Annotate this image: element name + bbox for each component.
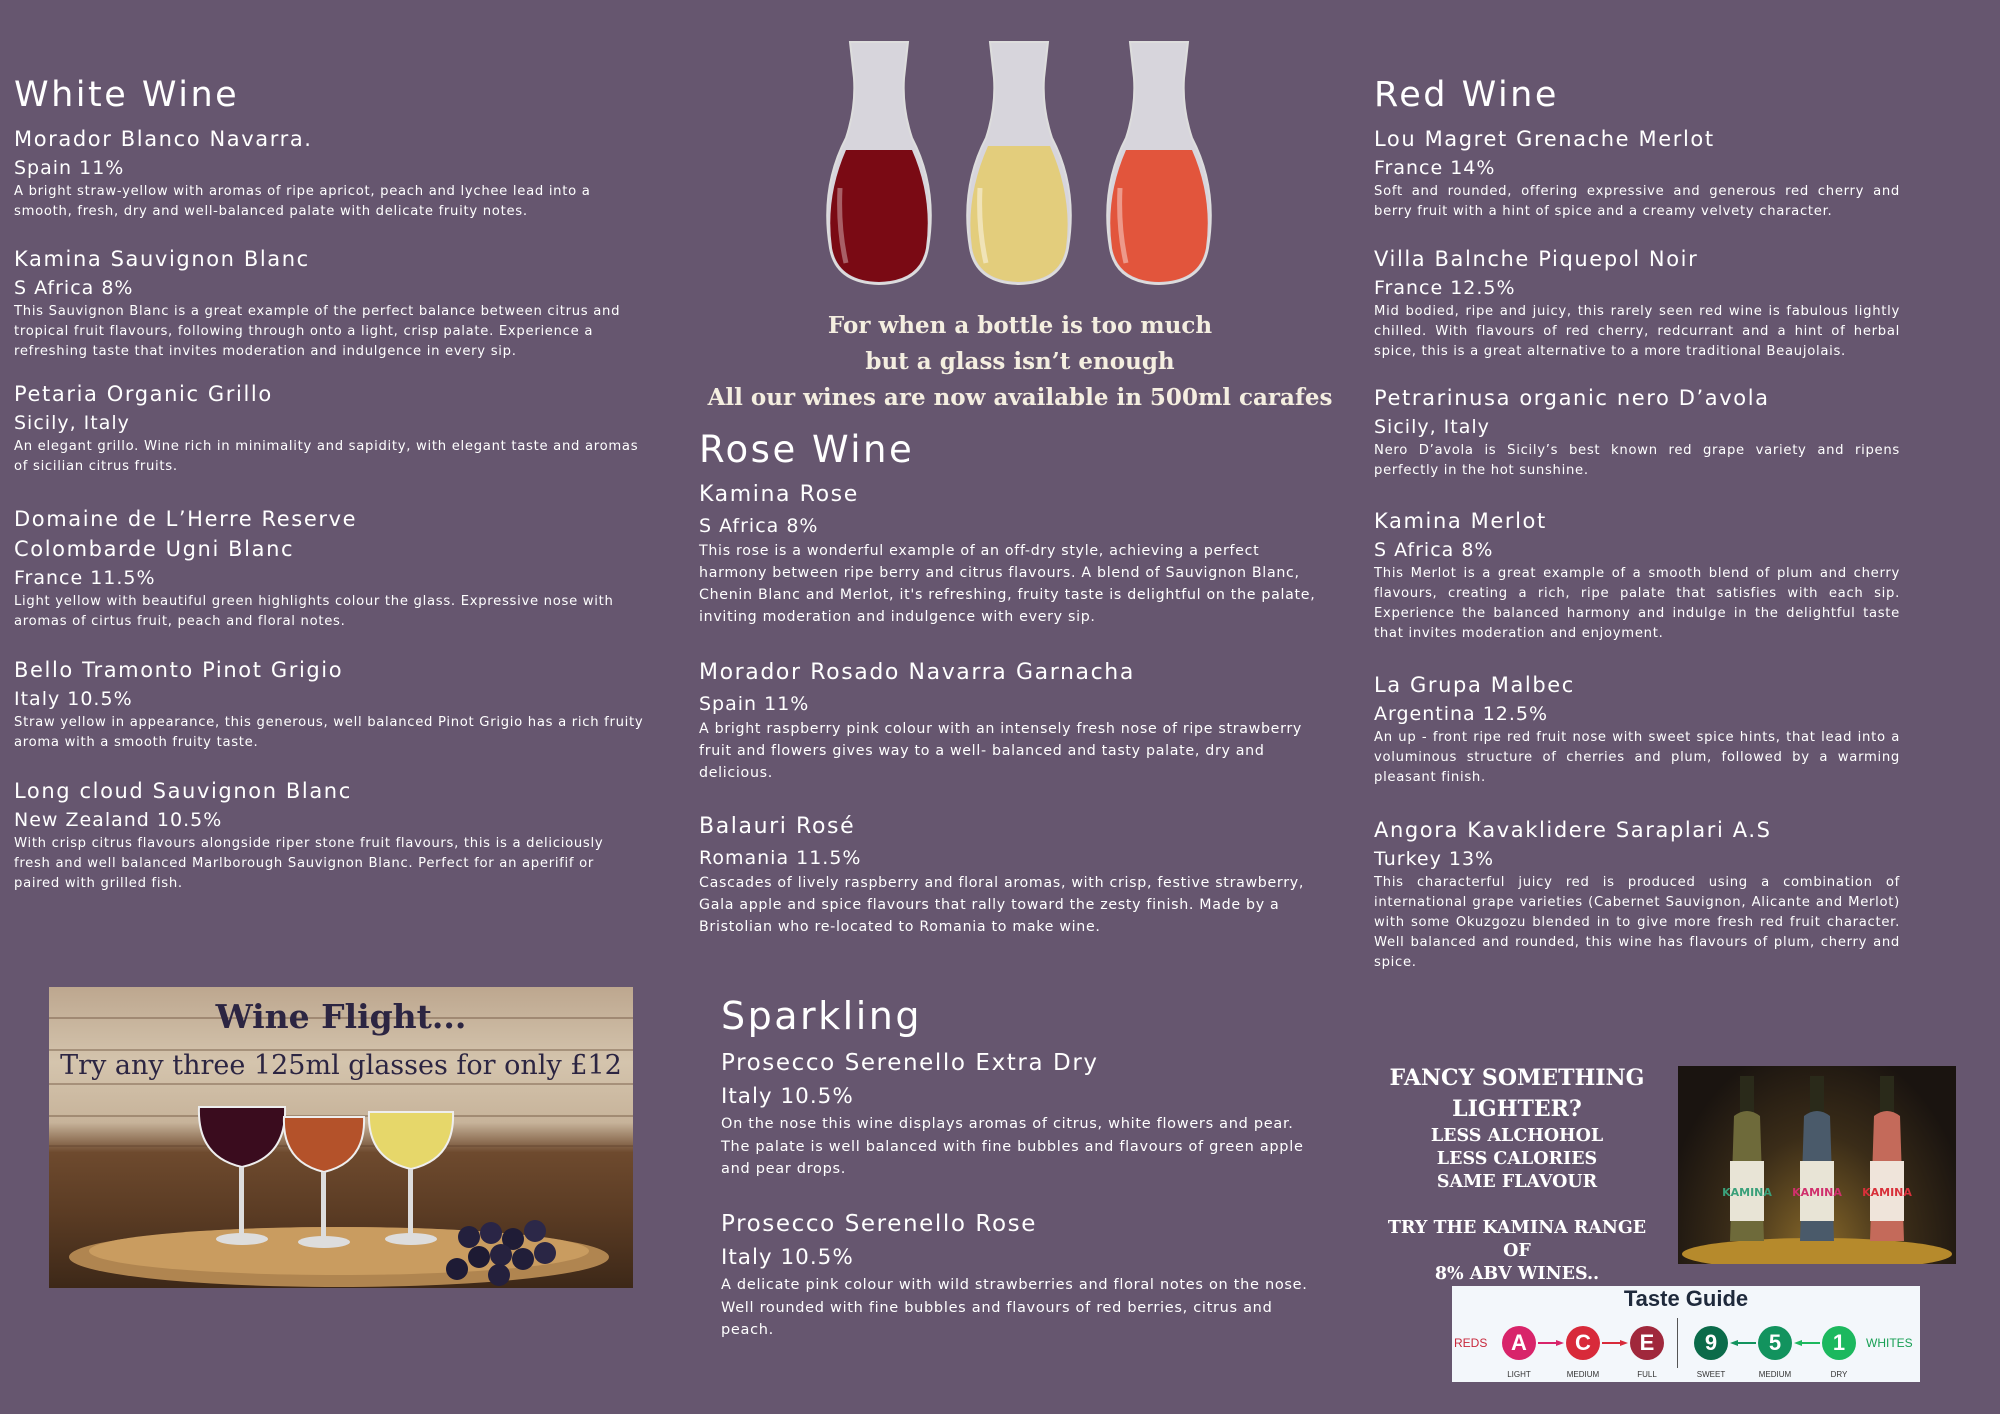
wine-item — [14, 379, 644, 477]
sparkling-section — [721, 994, 1321, 1338]
promo-heading: FANCY SOMETHING — [1389, 1065, 1645, 1091]
tagline-line: but a glass isn’t enough — [865, 348, 1175, 375]
bottle-label: KAMINA — [1862, 1186, 1912, 1199]
taste-red-c: C — [1566, 1326, 1600, 1360]
wine-origin: Turkey 13% — [1374, 848, 1495, 870]
wine-origin: France 14% — [1374, 157, 1496, 179]
taste-label: DRY — [1830, 1370, 1848, 1379]
rose-wine-title: Rose Wine — [699, 428, 915, 471]
taste-scale — [1452, 1326, 1920, 1366]
taste-label: MEDIUM — [1758, 1370, 1792, 1379]
wine-origin: France 12.5% — [1374, 277, 1516, 299]
taste-guide-title: Taste Guide — [1623, 1286, 1749, 1311]
wine-name-line2: Colombarde Ugni Blanc — [14, 537, 295, 561]
wine-name: Kamina Sauvignon Blanc — [14, 247, 310, 271]
wine-name: Prosecco Serenello Extra Dry — [721, 1050, 1099, 1076]
wine-name: Petrarinusa organic nero D’avola — [1374, 386, 1770, 410]
wine-description: This rose is a wonderful example of an off-dry style, achieving a perfect harmony between ripe berry and citrus flavours. A blend of Sauvignon Blanc, Chenin Blanc and Merlot, it's refreshing, fruity taste is delightful on the palate, inviting moderation and indulgence with every sip. — [699, 543, 1316, 625]
sparkling-title: Sparkling — [721, 994, 922, 1038]
wine-description: Soft and rounded, offering expressive and generous red cherry and berry fruit with a hint of spice and a creamy velvety character. — [1374, 184, 1900, 219]
promo-line: TRY THE KAMINA RANGE OF — [1387, 1218, 1647, 1261]
tagline-line: For when a bottle is too much — [827, 312, 1213, 339]
wine-item — [699, 480, 1329, 628]
wine-item — [1374, 506, 1900, 644]
wine-description: A bright raspberry pink colour with an intensely fresh nose of ripe strawberry fruit and flowers gives way to a well- balanced and tasty palate, dry and delicious. — [699, 721, 1303, 781]
wine-origin: Italy 10.5% — [721, 1084, 854, 1109]
wine-origin: New Zealand 10.5% — [14, 809, 223, 831]
taste-red-a: A — [1502, 1326, 1536, 1360]
white-wine-section — [14, 75, 644, 891]
white-carafe-icon — [960, 38, 1078, 288]
taste-label: MEDIUM — [1566, 1370, 1600, 1379]
wine-origin: Italy 10.5% — [721, 1245, 854, 1270]
glass-rose-icon — [284, 1117, 364, 1172]
wine-description: A bright straw-yellow with aromas of ripe apricot, peach and lychee lead into a smooth, fresh, dry and well-balanced palate with delicate fruity notes. — [14, 184, 591, 219]
wine-name: Petaria Organic Grillo — [14, 382, 273, 406]
red-wine-title: Red Wine — [1374, 75, 1559, 115]
promo-heading: LIGHTER? — [1452, 1096, 1582, 1122]
glass-red-icon — [199, 1107, 285, 1167]
wine-name: Balauri Rosé — [699, 814, 856, 839]
wine-description: This characterful juicy red is produced using a combination of international grape varieties (Cabernet Sauvignon, Alicante and Merlot) with some Okuzgozu blended in to give more fresh red fruit character. Well balanced and rounded, this wine has flavours of plum, cherry and spice. — [1374, 875, 1900, 970]
arrow-right-icon — [1602, 1340, 1628, 1346]
wine-item — [1374, 244, 1900, 362]
wine-flight-banner — [49, 987, 633, 1288]
wine-origin: Spain 11% — [699, 693, 810, 715]
wine-origin: Argentina 12.5% — [1374, 703, 1549, 725]
wine-origin: Romania 11.5% — [699, 847, 862, 869]
taste-label: SWEET — [1696, 1370, 1726, 1379]
taste-white-1: 1 — [1822, 1326, 1856, 1360]
wine-item — [14, 244, 644, 362]
wine-description: An up - front ripe red fruit nose with sweet spice hints, that lead into a voluminous structure of cherries and plum, followed by a warming pleasant finish. — [1374, 730, 1900, 785]
wine-description: Mid bodied, ripe and juicy, this rarely seen red wine is fabulous lightly chilled. With flavours of red cherry, redcurrant and a hint of herbal spice, this is a great alternative to a more traditional Beaujolais. — [1374, 304, 1900, 359]
wine-item — [1374, 124, 1900, 222]
wine-item — [14, 655, 644, 753]
taste-label: LIGHT — [1507, 1370, 1531, 1379]
wine-description: An elegant grillo. Wine rich in minimality and sapidity, with elegant taste and aromas of sicilian citrus fruits. — [14, 439, 639, 474]
arrow-right-icon — [1538, 1340, 1564, 1346]
wine-description: With crisp citrus flavours alongside riper stone fruit flavours, this is a deliciously fresh and well balanced Marlborough Sauvignon Blanc. Perfect for an aperifif or paired with grilled fish. — [14, 836, 604, 891]
reds-label: REDS — [1454, 1336, 1488, 1350]
promo-line: 8% ABV WINES.. — [1434, 1264, 1600, 1284]
wine-item — [14, 776, 644, 894]
wine-item — [699, 658, 1329, 784]
wine-name: Bello Tramonto Pinot Grigio — [14, 658, 344, 682]
wine-name: La Grupa Malbec — [1374, 673, 1575, 697]
bottle-icon — [1792, 1076, 1842, 1241]
wine-description: This Sauvignon Blanc is a great example of the perfect balance between citrus and tropical fruit flavours, following through onto a light, crisp palate. Experience a refreshing taste that invites moderation and indulgence in every sip. — [14, 304, 621, 359]
promo-line: LESS ALCHOHOL — [1430, 1126, 1604, 1146]
wine-item — [699, 812, 1329, 938]
wine-name: Morador Blanco Navarra. — [14, 127, 313, 151]
white-wine-title: White Wine — [14, 75, 240, 115]
wine-item — [721, 1209, 1321, 1342]
wine-origin: France 11.5% — [14, 567, 156, 589]
wine-item — [1374, 383, 1900, 481]
taste-white-9: 9 — [1694, 1326, 1728, 1360]
wine-description: Nero D’avola is Sicily’s best known red grape variety and ripens perfectly in the hot sunshine. — [1374, 443, 1900, 478]
glass-white-icon — [369, 1112, 453, 1169]
wine-name: Prosecco Serenello Rose — [721, 1211, 1037, 1237]
wine-name: Domaine de L’Herre Reserve — [14, 507, 358, 531]
rose-wine-section — [699, 428, 1329, 935]
wine-description: Cascades of lively raspberry and floral aromas, with crisp, festive strawberry, Gala apple and spice flavours that rally toward the zesty finish. Made by a Bristolian who re-located to Romania to make wine. — [699, 875, 1305, 935]
wine-flight-subtitle: Try any three 125ml glasses for only £12 — [60, 1050, 622, 1081]
wine-flight-title: Wine Flight... — [215, 997, 467, 1036]
promo-line: LESS CALORIES — [1436, 1149, 1598, 1169]
red-carafe-icon — [820, 38, 938, 288]
kamina-promo — [1372, 1063, 1662, 1286]
wine-item — [1374, 670, 1900, 788]
wine-name: Morador Rosado Navarra Garnacha — [699, 660, 1135, 685]
carafe-tagline — [700, 308, 1340, 416]
wine-description: This Merlot is a great example of a smooth blend of plum and cherry flavours, creating a rich, ripe palate that satisfies with each sip. Experience the balanced harmony and indulge in the delightful taste that invites moderation and enjoyment. — [1374, 566, 1900, 641]
taste-guide — [1452, 1286, 1920, 1382]
wine-origin: S Africa 8% — [1374, 539, 1494, 561]
kamina-bottles-image — [1678, 1066, 1956, 1264]
wine-description: On the nose this wine displays aromas of citrus, white flowers and pear. The palate is well balanced with fine bubbles and flavours of green apple and pear drops. — [721, 1116, 1304, 1177]
whites-label: WHITES — [1866, 1336, 1913, 1350]
wine-name: Villa Balnche Piquepol Noir — [1374, 247, 1699, 271]
bottle-label: KAMINA — [1722, 1186, 1772, 1199]
tagline-line: All our wines are now available in 500ml carafes — [707, 384, 1333, 411]
bottle-icon — [1862, 1076, 1912, 1241]
arrow-left-icon — [1730, 1340, 1756, 1346]
red-wine-section — [1374, 75, 1900, 970]
wine-item — [14, 124, 644, 222]
wine-name: Lou Magret Grenache Merlot — [1374, 127, 1715, 151]
rose-carafe-icon — [1100, 38, 1218, 288]
wine-origin: Sicily, Italy — [1374, 416, 1490, 438]
promo-line: SAME FLAVOUR — [1436, 1172, 1598, 1192]
wine-item — [1374, 815, 1900, 973]
taste-red-e: E — [1630, 1326, 1664, 1360]
wine-origin: S Africa 8% — [14, 277, 134, 299]
wine-origin: Sicily, Italy — [14, 412, 130, 434]
wine-name: Angora Kavaklidere Saraplari A.S — [1374, 818, 1772, 842]
wine-description: A delicate pink colour with wild strawberries and floral notes on the nose. Well rounded with fine bubbles and flavours of red berries, citrus and peach. — [721, 1277, 1308, 1338]
wine-name: Kamina Rose — [699, 482, 859, 507]
wine-name: Kamina Merlot — [1374, 509, 1547, 533]
wine-description: Straw yellow in appearance, this generous, well balanced Pinot Grigio has a rich fruity aroma with a smooth fruity taste. — [14, 715, 644, 750]
wine-description: Light yellow with beautiful green highlights colour the glass. Expressive nose with aromas of cirtus fruit, peach and floral notes. — [14, 594, 614, 629]
wine-name: Long cloud Sauvignon Blanc — [14, 779, 352, 803]
wine-item — [14, 504, 644, 632]
wine-origin: S Africa 8% — [699, 515, 819, 537]
bottle-label: KAMINA — [1792, 1186, 1842, 1199]
wine-origin: Spain 11% — [14, 157, 125, 179]
bottle-icon — [1722, 1076, 1772, 1241]
carafes-image — [820, 38, 1220, 288]
wine-item — [721, 1048, 1321, 1181]
arrow-left-icon — [1794, 1340, 1820, 1346]
taste-white-5: 5 — [1758, 1326, 1792, 1360]
taste-label: FULL — [1637, 1370, 1657, 1379]
wine-origin: Italy 10.5% — [14, 688, 133, 710]
divider — [1677, 1318, 1678, 1368]
